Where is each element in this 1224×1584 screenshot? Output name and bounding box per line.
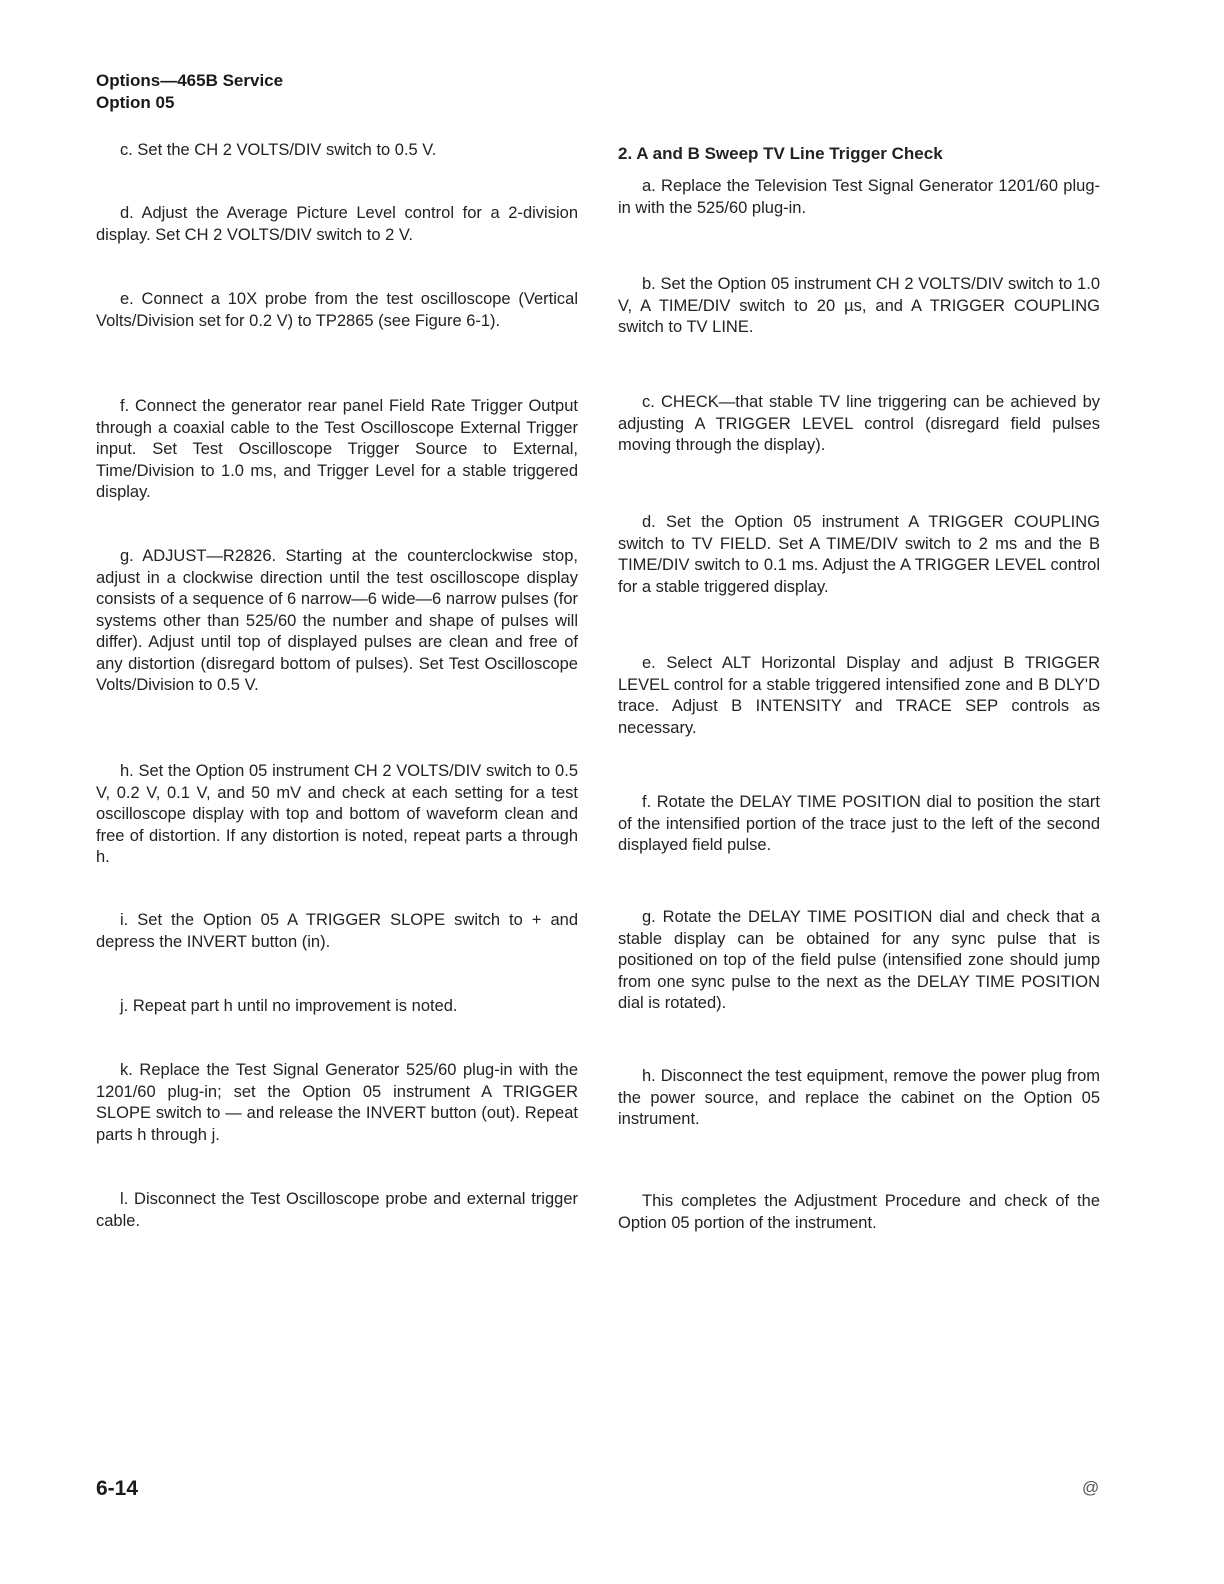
check-step-d: d. Set the Option 05 instrument A TRIGGER COUPLING switch to TV FIELD. Set A TIME/DIV switch to 2 ms and the B TIME/DIV switch to 0.1 ms. Adjust the A TRIGGER LEVEL control for a stable triggered display. <box>618 513 1100 596</box>
step-k: k. Replace the Test Signal Generator 525/60 plug-in with the 1201/60 plug-in; set the Option 05 instrument A TRIGGER SLOPE switch to — and release the INVERT button (out). Repeat parts h through j. <box>96 1061 578 1144</box>
header-line-1: Options—465B Service <box>96 71 284 90</box>
check-step-g: g. Rotate the DELAY TIME POSITION dial and check that a stable display can be obtained for any sync pulse that is positioned on top of the field pulse (intensified zone should jump from one sync pulse to the next as the DELAY TIME POSITION dial is rotated). <box>618 908 1100 1012</box>
copyright-mark: @ <box>1082 1478 1100 1497</box>
step-f: f. Connect the generator rear panel Field Rate Trigger Output through a coaxial cable to the Test Oscilloscope External Trigger input. Set Test Oscilloscope Trigger Source to External, Time/Division to 1.0 ms, and Trigger Level for a stable triggered display. <box>96 397 578 501</box>
completion-note: This completes the Adjustment Procedure and check of the Option 05 portion of the instrument. <box>618 1192 1100 1232</box>
check-step-f: f. Rotate the DELAY TIME POSITION dial to position the start of the intensified portion of the trace just to the left of the second displayed field pulse. <box>618 793 1100 854</box>
check-step-a: a. Replace the Television Test Signal Generator 1201/60 plug-in with the 525/60 plug-in. <box>618 177 1100 217</box>
step-j: j. Repeat part h until no improvement is noted. <box>120 997 458 1015</box>
step-i: i. Set the Option 05 A TRIGGER SLOPE switch to + and depress the INVERT button (in). <box>96 911 578 951</box>
step-l: l. Disconnect the Test Oscilloscope probe and external trigger cable. <box>96 1190 578 1230</box>
header-line-2: Option 05 <box>96 93 175 112</box>
step-c: c. Set the CH 2 VOLTS/DIV switch to 0.5 V. <box>120 141 437 159</box>
step-h: h. Set the Option 05 instrument CH 2 VOLTS/DIV switch to 0.5 V, 0.2 V, 0.1 V, and 50 mV and check at each setting for a test oscilloscope display with top and bottom of waveform clean and free of distortion. If any distortion is noted, repeat parts a through h. <box>96 762 578 866</box>
running-header <box>96 70 283 114</box>
check-step-h: h. Disconnect the test equipment, remove the power plug from the power source, and replace the cabinet on the Option 05 instrument. <box>618 1067 1100 1128</box>
check-step-b: b. Set the Option 05 instrument CH 2 VOLTS/DIV switch to 1.0 V, A TIME/DIV switch to 20 µs, and A TRIGGER COUPLING switch to TV LINE. <box>618 275 1100 336</box>
step-e: e. Connect a 10X probe from the test oscilloscope (Vertical Volts/Division set for 0.2 V) to TP2865 (see Figure 6-1). <box>96 290 578 330</box>
check-step-e: e. Select ALT Horizontal Display and adjust B TRIGGER LEVEL control for a stable triggered intensified zone and B DLY'D trace. Adjust B INTENSITY and TRACE SEP controls as necessary. <box>618 654 1100 737</box>
step-d: d. Adjust the Average Picture Level control for a 2-division display. Set CH 2 VOLTS/DIV switch to 2 V. <box>96 204 578 244</box>
check-step-c: c. CHECK—that stable TV line triggering can be achieved by adjusting A TRIGGER LEVEL control (disregard field pulses moving through the display). <box>618 393 1100 454</box>
section-heading: 2. A and B Sweep TV Line Trigger Check <box>618 144 943 163</box>
page-number: 6-14 <box>96 1477 139 1500</box>
step-g: g. ADJUST—R2826. Starting at the counterclockwise stop, adjust in a clockwise direction until the test oscilloscope display consists of a sequence of 6 narrow—6 wide—6 narrow pulses (for systems other than 525/60 the number and shape of pulses will differ). Adjust until top of displayed pulses are clean and free of any distortion (disregard bottom of pulses). Set Test Oscilloscope Volts/Division to 0.5 V. <box>96 547 578 694</box>
